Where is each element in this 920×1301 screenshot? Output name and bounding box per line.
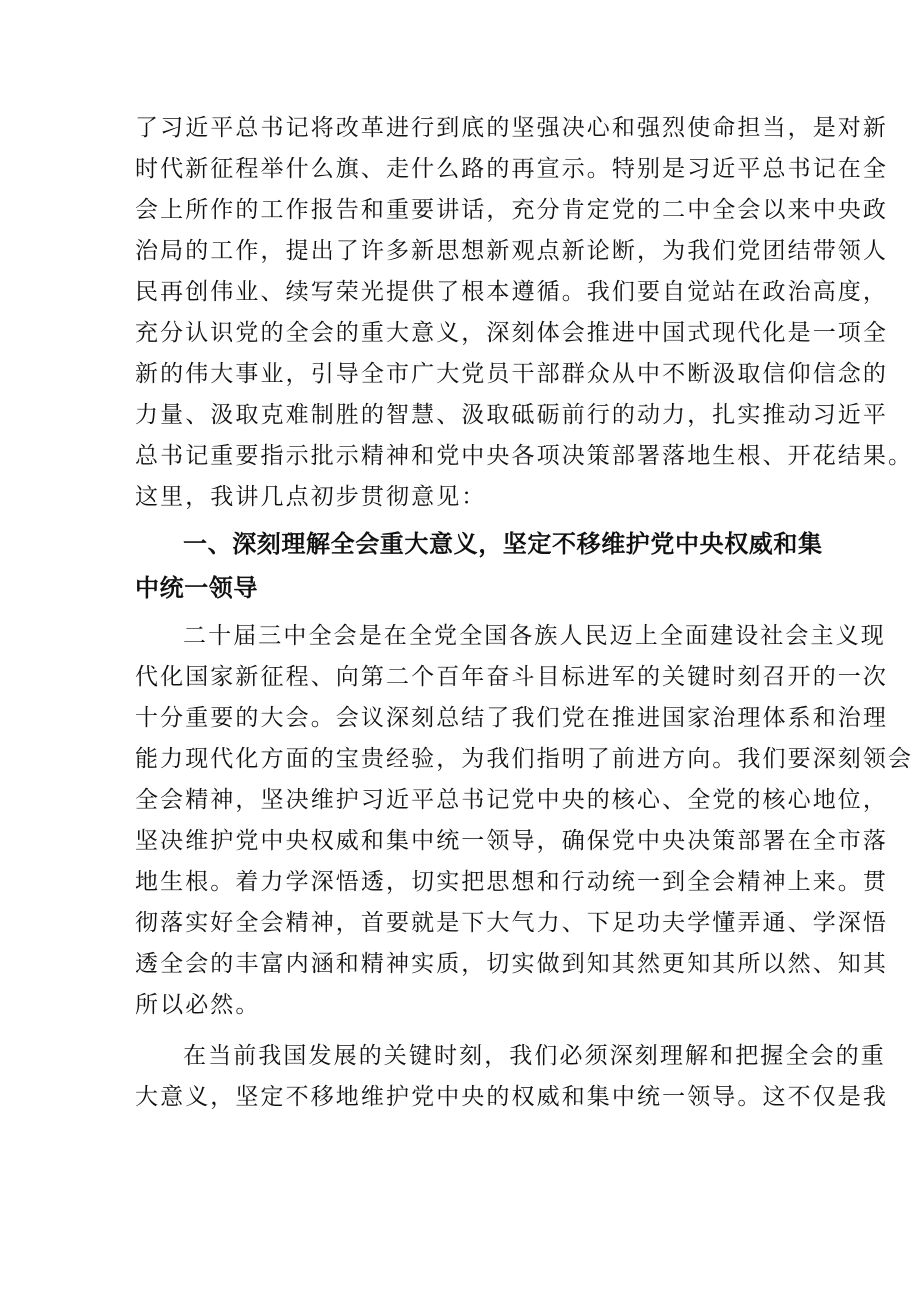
text-line: 透全会的丰富内涵和精神实质，切实做到知其然更知其所以然、知其 — [135, 951, 888, 977]
text-line: 彻落实好全会精神，首要就是下大气力、下足功夫学懂弄通、学深悟 — [135, 910, 888, 936]
text-line: 了习近平总书记将改革进行到底的坚强决心和强烈使命担当，是对新 — [135, 115, 888, 141]
text-line: 十分重要的大会。会议深刻总结了我们党在推进国家治理体系和治理 — [135, 705, 888, 731]
body-paragraph-2 — [135, 616, 914, 1026]
body-paragraph-3 — [135, 1036, 888, 1118]
section-heading-1 — [135, 522, 823, 610]
text-line: 时代新征程举什么旗、走什么路的再宣示。特别是习近平总书记在全 — [135, 156, 888, 182]
text-line: 这里，我讲几点初步贯彻意见： — [135, 484, 487, 510]
text-line: 力量、汲取克难制胜的智慧、汲取砥砺前行的动力，扎实推动习近平 — [135, 402, 888, 428]
text-line: 在当前我国发展的关键时刻，我们必须深刻理解和把握全会的重 — [183, 1043, 886, 1069]
text-line: 二十届三中全会是在全党全国各族人民迈上全面建设社会主义现 — [183, 623, 886, 649]
heading-line: 中统一领导 — [135, 574, 258, 602]
text-line: 能力现代化方面的宝贵经验，为我们指明了前进方向。我们要深刻领会 — [135, 746, 914, 772]
text-line: 充分认识党的全会的重大意义，深刻体会推进中国式现代化是一项全 — [135, 320, 888, 346]
text-line: 会上所作的工作报告和重要讲话，充分肯定党的二中全会以来中央政 — [135, 197, 888, 223]
text-line: 地生根。着力学深悟透，切实把思想和行动统一到全会精神上来。贯 — [135, 869, 888, 895]
text-line: 民再创伟业、续写荣光提供了根本遵循。我们要自觉站在政治高度， — [135, 279, 888, 305]
text-line: 所以必然。 — [135, 992, 261, 1018]
body-paragraph-1 — [135, 108, 914, 518]
text-line: 新的伟大事业，引导全市广大党员干部群众从中不断汲取信仰信念的 — [135, 361, 888, 387]
text-line: 大意义，坚定不移地维护党中央的权威和集中统一领导。这不仅是我 — [135, 1084, 888, 1110]
text-line: 坚决维护党中央权威和集中统一领导，确保党中央决策部署在全市落 — [135, 828, 888, 854]
heading-line: 一、深刻理解全会重大意义，坚定不移维护党中央权威和集 — [183, 530, 823, 558]
text-line: 治局的工作，提出了许多新思想新观点新论断，为我们党团结带领人 — [135, 238, 888, 264]
text-line: 总书记重要指示批示精神和党中央各项决策部署落地生根、开花结果。 — [135, 443, 914, 469]
text-line: 代化国家新征程、向第二个百年奋斗目标进军的关键时刻召开的一次 — [135, 664, 888, 690]
text-line: 全会精神，坚决维护习近平总书记党中央的核心、全党的核心地位， — [135, 787, 888, 813]
